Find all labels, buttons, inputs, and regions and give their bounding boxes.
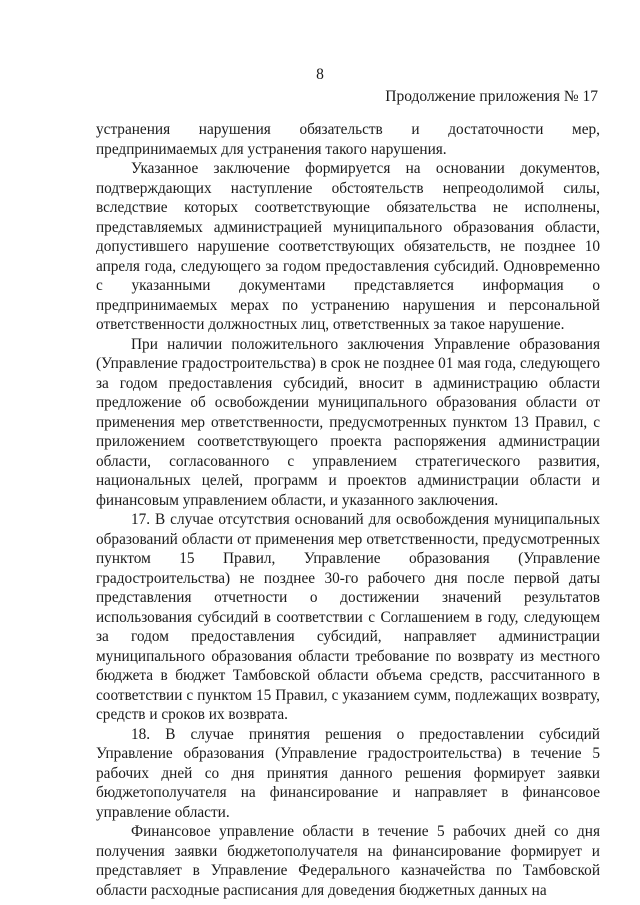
appendix-continuation-header: Продолжение приложения № 17: [385, 88, 598, 105]
paragraph-item-18: 18. В случае принятия решения о предоставлении субсидий Управление образования (Управление градостроительства) в течение 5 рабочих дней со дня принятия данного решения формирует заявки бюджетополучателя на финансирование и направляет в финансовое управление области.: [96, 725, 600, 821]
paragraph-conclusion: Указанное заключение формируется на основании документов, подтверждающих наступление обстоятельств непреодолимой силы, вследствие которых соответствующие обязательства не исполнены, представляемых администрацией муниципального образования области, допустившего нарушение соответствующих обязательств, не позднее 10 апреля года, следующего за годом предоставления субсидий. Одновременно с указанными документами представляется информация о предпринимаемых мерах по устранению нарушения и персональной ответственности должностных лиц, ответственных за такое нарушение.: [96, 160, 600, 333]
paragraph-item-17: 17. В случае отсутствия оснований для освобождения муниципальных образований области от применения мер ответственности, предусмотренных пунктом 15 Правил, Управление образования (Управление градостроительства) не позднее 30-го рабочего дня после первой даты представления отчетности о достижении значений результатов использования субсидий в соответствии с Соглашением в году, следующем за годом предоставления субсидий, направляет администрации муниципального образования области требование по возврату из местного бюджета в бюджет Тамбовской области объема средств, рассчитанного в соответствии с пунктом 15 Правил, с указанием сумм, подлежащих возврату, средств и сроков их возврата.: [96, 511, 600, 723]
paragraph-positive-conclusion: При наличии положительного заключения Управление образования (Управление градостроительства) в срок не позднее 01 мая года, следующего за годом предоставления субсидий, вносит в администрацию области предложение об освобождении муниципального образования области от применения мер ответственности, предусмотренных пунктом 13 Правил, с приложением соответствующего проекта распоряжения администрации области, согласованного с управлением стратегического развития, национальных целей, программ и проектов администрации области и финансовым управлением области, и указанного заключения.: [96, 335, 600, 509]
document-body: [96, 120, 600, 900]
paragraph-financial-department: Финансовое управление области в течение 5 рабочих дней со дня получения заявки бюджетополучателя на финансирование формирует и представляет в Управление Федерального казначейства по Тамбовской области расходные расписания для доведения бюджетных данных на: [96, 823, 600, 899]
paragraph-continuation: устранения нарушения обязательств и достаточности мер, предпринимаемых для устранения такого нарушения.: [96, 121, 600, 158]
page-number: 8: [316, 66, 324, 83]
